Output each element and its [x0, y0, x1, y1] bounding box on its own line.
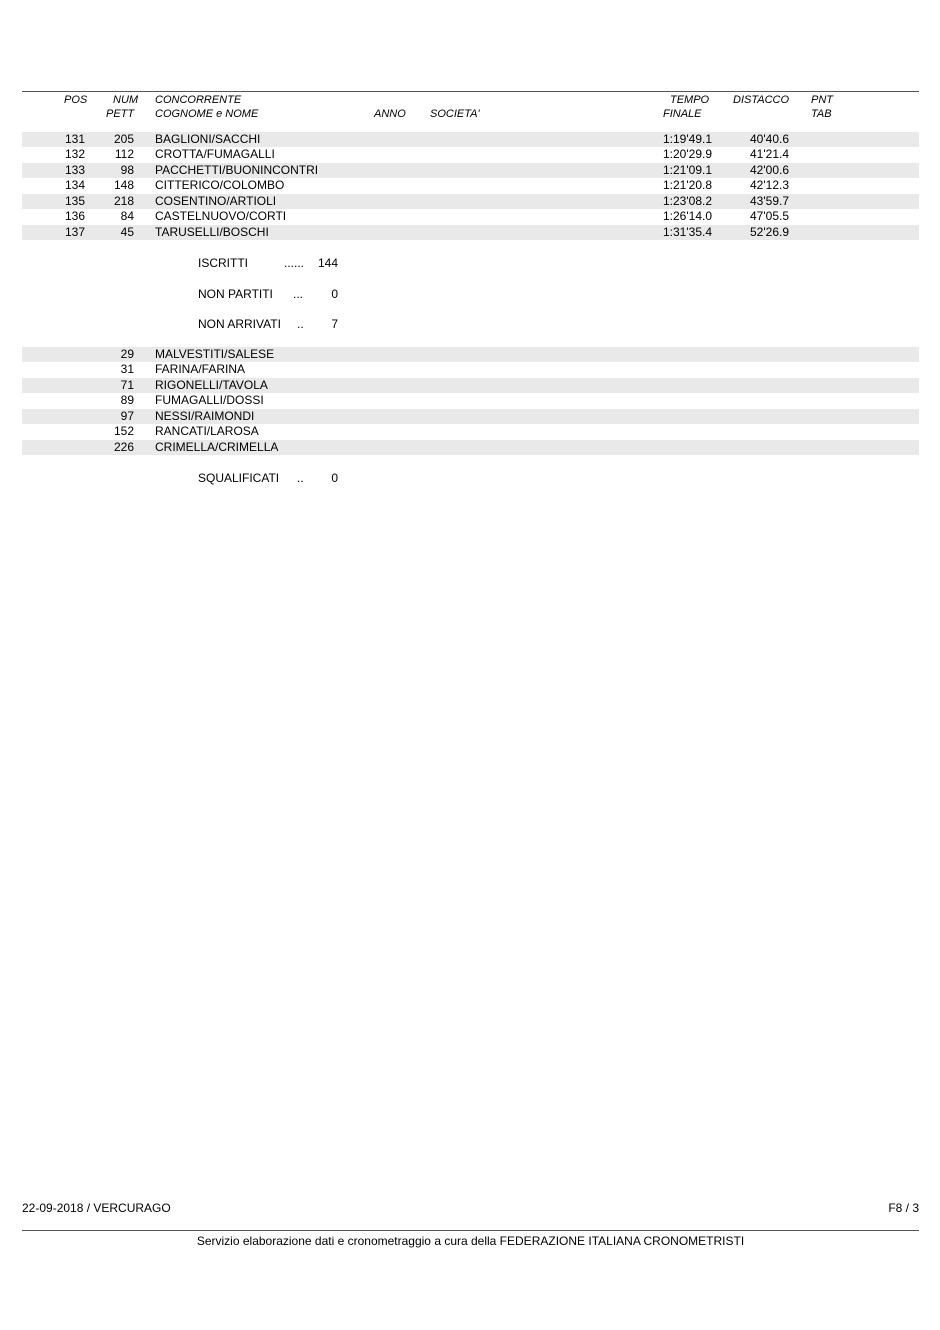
table-row [22, 147, 919, 162]
row-name: NESSI/RAIMONDI [155, 409, 255, 423]
row-name: CASTELNUOVO/CORTI [155, 209, 287, 223]
stat-value: 144 [317, 256, 338, 270]
table-row [22, 225, 919, 240]
stat-label: NON PARTITI [198, 287, 273, 301]
footer-service-text: Servizio elaborazione dati e cronometraggio a cura della FEDERAZIONE ITALIANA CRONOMETRISTI [196, 1234, 745, 1248]
table-row [22, 362, 919, 377]
header-pett: PETT [106, 108, 135, 120]
row-pett: 71 [120, 378, 134, 392]
table-row [22, 209, 919, 224]
row-name: RANCATI/LAROSA [155, 424, 259, 438]
header-distacco: DISTACCO [733, 94, 790, 106]
bottom-rule [22, 1230, 919, 1231]
table-row [22, 424, 919, 439]
row-tempo: 1:21'20.8 [663, 178, 713, 192]
row-name: COSENTINO/ARTIOLI [155, 194, 277, 208]
stat-non-partiti [198, 287, 358, 302]
row-name: BAGLIONI/SACCHI [155, 132, 261, 146]
row-pett: 218 [113, 194, 134, 208]
row-name: FARINA/FARINA [155, 362, 246, 376]
row-pett: 84 [120, 209, 134, 223]
footer-date-place: 22-09-2018 / VERCURAGO [22, 1201, 171, 1215]
header-societa: SOCIETA' [430, 108, 480, 120]
row-pos: 131 [64, 132, 85, 146]
row-pos: 133 [64, 163, 85, 177]
row-distacco: 41'21.4 [750, 147, 789, 161]
stat-dots: ...... [284, 256, 305, 270]
row-name: CITTERICO/COLOMBO [155, 178, 285, 192]
row-pett: 152 [113, 424, 134, 438]
top-rule [22, 91, 919, 92]
stat-non-arrivati [198, 317, 358, 332]
header-cognome-nome: COGNOME e NOME [155, 108, 259, 120]
row-pett: 112 [114, 147, 134, 161]
table-row [22, 178, 919, 193]
row-name: FUMAGALLI/DOSSI [155, 393, 264, 407]
stat-value: 7 [331, 317, 338, 331]
table-row [22, 409, 919, 424]
table-row [22, 163, 919, 178]
header-tempo: TEMPO [670, 94, 710, 106]
stat-dots: .. [297, 471, 304, 485]
table-row [22, 440, 919, 455]
row-tempo: 1:20'29.9 [663, 147, 713, 161]
table-row [22, 378, 919, 393]
row-pett: 97 [120, 409, 134, 423]
row-pett: 148 [113, 178, 134, 192]
header-finale: FINALE [663, 108, 702, 120]
row-distacco: 47'05.5 [750, 209, 789, 223]
stat-label: ISCRITTI [198, 256, 248, 270]
stat-squalificati [198, 471, 358, 486]
row-name: RIGONELLI/TAVOLA [155, 378, 268, 392]
row-pos: 132 [64, 147, 85, 161]
row-tempo: 1:21'09.1 [663, 163, 713, 177]
row-name: MALVESTITI/SALESE [155, 347, 275, 361]
row-distacco: 43'59.7 [750, 194, 789, 208]
stat-value: 0 [331, 471, 338, 485]
row-distacco: 40'40.6 [750, 132, 789, 146]
stat-dots: ... [293, 287, 304, 301]
row-pos: 137 [64, 225, 85, 239]
row-pos: 135 [64, 194, 85, 208]
row-pos: 136 [64, 209, 85, 223]
row-name: CRIMELLA/CRIMELLA [155, 440, 279, 454]
row-tempo: 1:19'49.1 [663, 132, 713, 146]
row-pett: 205 [113, 132, 134, 146]
table-row [22, 132, 919, 147]
row-tempo: 1:31'35.4 [663, 225, 713, 239]
stat-dots: .. [297, 317, 304, 331]
row-distacco: 52'26.9 [750, 225, 789, 239]
stat-label: NON ARRIVATI [198, 317, 281, 331]
row-pos: 134 [64, 178, 85, 192]
header-num: NUM [113, 94, 139, 106]
row-distacco: 42'12.3 [750, 178, 789, 192]
stat-value: 0 [331, 287, 338, 301]
row-pett: 98 [120, 163, 134, 177]
row-pett: 29 [120, 347, 134, 361]
stat-label: SQUALIFICATI [198, 471, 280, 485]
header-pnt: PNT [811, 94, 833, 106]
header-pos: POS [64, 94, 88, 106]
row-name: PACCHETTI/BUONINCONTRI [155, 163, 319, 177]
row-pett: 226 [113, 440, 134, 454]
table-row [22, 194, 919, 209]
header-tab: TAB [811, 108, 832, 120]
stat-iscritti [198, 256, 358, 271]
row-name: CROTTA/FUMAGALLI [155, 147, 275, 161]
row-tempo: 1:23'08.2 [663, 194, 713, 208]
row-pett: 89 [120, 393, 134, 407]
row-pett: 31 [120, 362, 134, 376]
footer-page-number: F8 / 3 [888, 1201, 919, 1215]
row-distacco: 42'00.6 [750, 163, 789, 177]
table-row [22, 347, 919, 362]
row-tempo: 1:26'14.0 [663, 209, 713, 223]
header-anno: ANNO [374, 108, 406, 120]
table-row [22, 393, 919, 408]
row-pett: 45 [120, 225, 134, 239]
header-concorrente: CONCORRENTE [155, 94, 242, 106]
row-name: TARUSELLI/BOSCHI [155, 225, 269, 239]
